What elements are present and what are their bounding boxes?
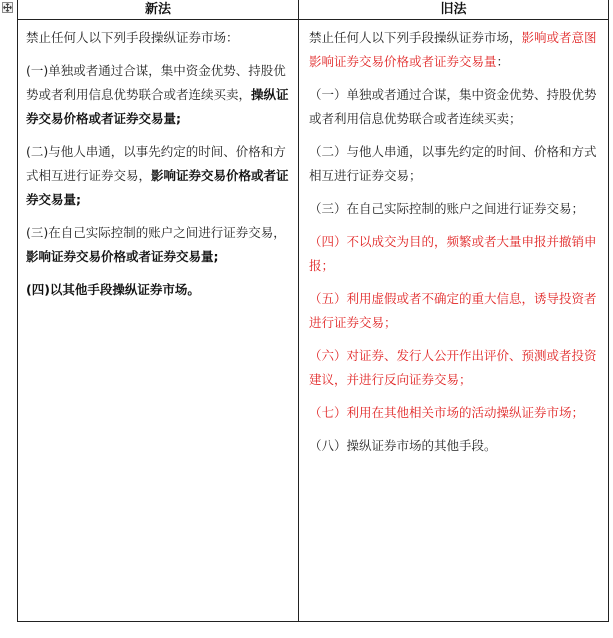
new-law-item-1-text: (一)单独或者通过合谋，集中资金优势、持股优势或者利用信息优势联合或者连续买卖， [26,63,286,102]
old-law-item-4: （四）不以成交为目的，频繁或者大量申报并撤销申报； [309,234,597,273]
old-law-item-8: （八）操纵证券市场的其他手段。 [309,438,497,453]
table-move-handle-icon[interactable] [2,2,13,13]
old-law-column [309,26,597,467]
old-law-item-2: （二）与他人串通，以事先约定的时间、价格和方式相互进行证券交易； [309,144,597,183]
header-new-law: 新法 [144,2,171,17]
new-law-item-2 [26,140,292,212]
new-law-column [26,26,292,311]
new-law-item-3-text: (三)在自己实际控制的账户之间进行证券交易， [26,225,286,240]
old-law-item-3: （三）在自己实际控制的账户之间进行证券交易； [309,201,585,216]
old-law-item-7: （七）利用在其他相关市场的活动操纵证券市场； [309,405,585,420]
column-divider [298,0,299,622]
old-law-intro-highlight: 影响或者意图影响证券交易价格或者证券交易量 [309,30,597,69]
old-law-intro-end: ： [496,54,510,69]
new-law-item-2-text: (二)与他人串通，以事先约定的时间、价格和方式相互进行证券交易， [26,144,286,183]
old-law-intro [309,26,597,74]
header-divider [18,19,608,20]
old-law-item-6: （六）对证券、发行人公开作出评价、预测或者投资建议，并进行反向证券交易； [309,348,597,387]
new-law-item-1 [26,59,292,131]
new-law-intro: 禁止任何人以下列手段操纵证券市场： [26,30,239,45]
comparison-table [17,0,609,622]
header-old-law: 旧法 [440,2,467,17]
old-law-item-1: （一）单独或者通过合谋，集中资金优势、持股优势或者利用信息优势联合或者连续买卖； [309,87,597,126]
new-law-item-3 [26,221,292,269]
new-law-item-3-emphasis: 影响证券交易价格或者证券交易量; [26,249,219,264]
new-law-item-4-emphasis: (四)以其他手段操纵证券市场。 [26,282,200,297]
old-law-intro-text: 禁止任何人以下列手段操纵证券市场， [309,30,522,45]
new-law-item-2-emphasis: 影响证券交易价格或者证券交易量; [26,168,289,207]
new-law-item-1-emphasis: 操纵证券交易价格或者证券交易量; [26,87,289,126]
new-law-item-4 [26,278,292,302]
old-law-item-5: （五）利用虚假或者不确定的重大信息，诱导投资者进行证券交易； [309,291,597,330]
